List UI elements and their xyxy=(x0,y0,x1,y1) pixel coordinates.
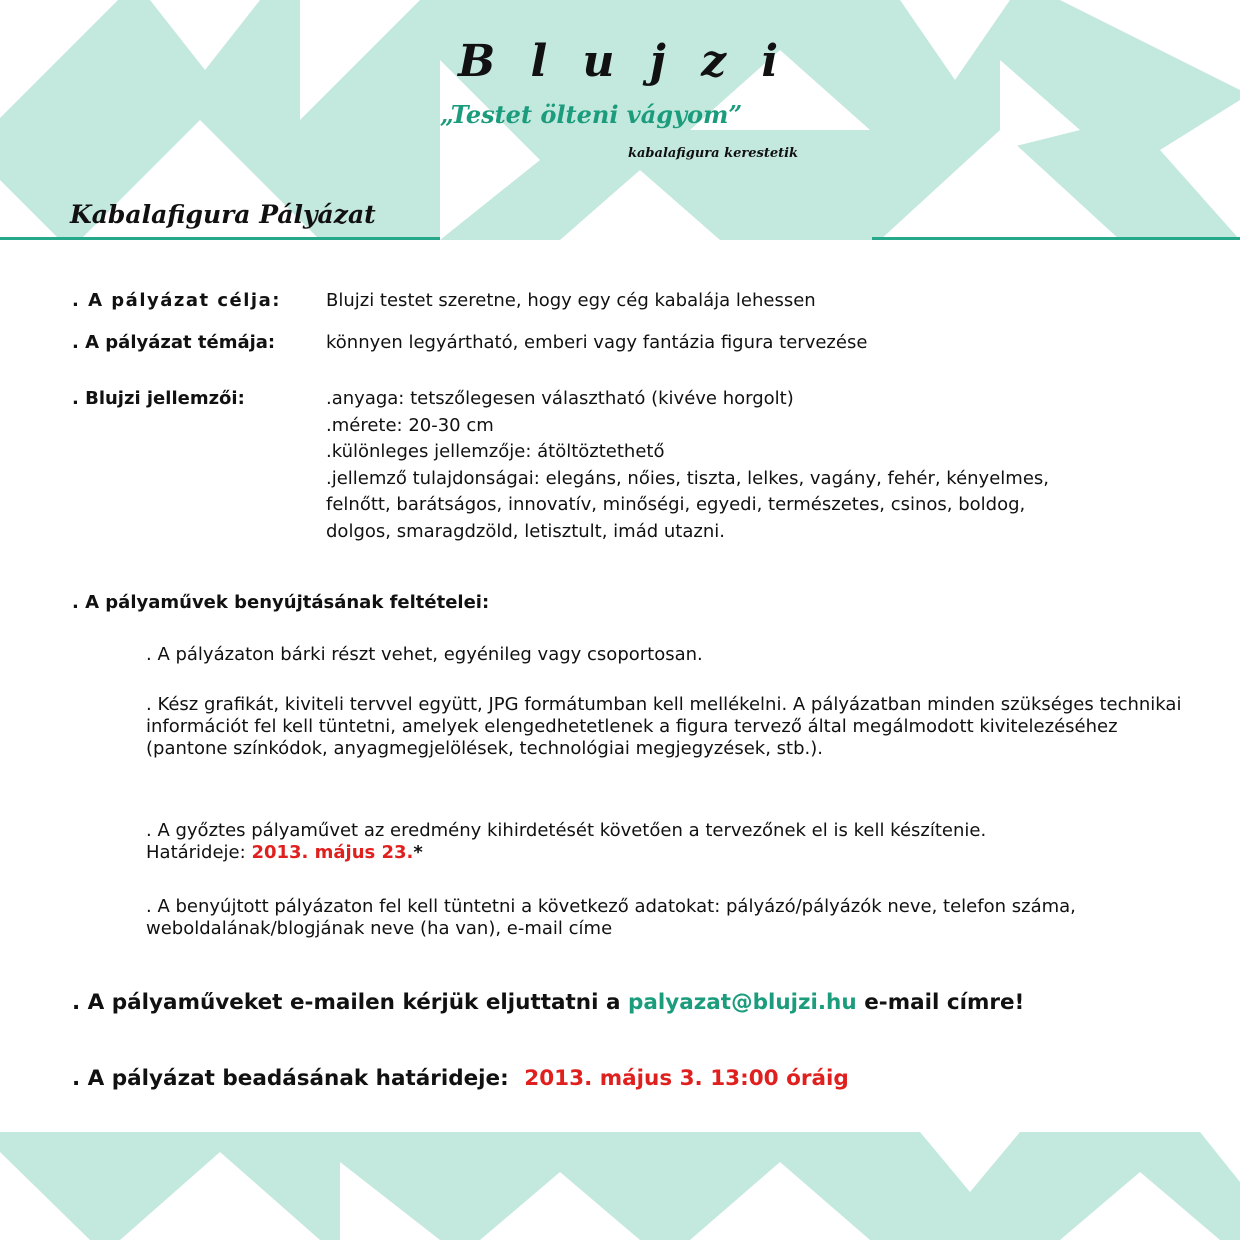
trait-line: felnőtt, barátságos, innovatív, minőségi, egyedi, természetes, csinos, boldog, xyxy=(326,494,1026,515)
deadline-value: 2013. május 3. 13:00 óráig xyxy=(524,1066,849,1091)
divider-right xyxy=(872,237,1240,240)
condition-deadline-prefix: Határideje: xyxy=(146,842,246,863)
section-title: Kabalafigura Pályázat xyxy=(70,200,376,229)
submission-suffix: e-mail címre! xyxy=(864,990,1025,1015)
brand-title: B l u j z i xyxy=(458,36,789,87)
goal-label: . A pályázat célja: xyxy=(72,290,281,311)
trait-line: .mérete: 20-30 cm xyxy=(326,414,494,436)
goal-value: Blujzi testet szeretne, hogy egy cég kabalája lehessen xyxy=(326,290,816,311)
theme-value: könnyen legyártható, emberi vagy fantázia figura tervezése xyxy=(326,332,868,353)
condition-deadline-date: 2013. május 23. xyxy=(251,842,414,863)
condition-paragraph-1: . A pályázaton bárki részt vehet, egyénileg vagy csoportosan. xyxy=(146,644,703,665)
bottom-pattern-background xyxy=(0,1132,1240,1240)
condition-paragraph-2: . Kész grafikát, kiviteli tervvel együtt, JPG formátumban kell mellékelni. A pályázatban minden szükséges technikai információt fel kell tüntetni, amelyek elengedhetetlenek a figura tervező által megálmodott kivitelezéséhez (pantone színkódok, anyagmegjelölések, technológiai megjegyzések, stb.). xyxy=(146,694,1182,759)
condition-paragraph-4: . A benyújtott pályázaton fel kell tüntetni a következő adatokat: pályázó/pályázók neve, telefon száma, weboldalának/blogjának neve (ha van), e-mail címe xyxy=(146,896,1076,939)
trait-line: dolgos, smaragdzöld, letisztult, imád utazni. xyxy=(326,520,725,542)
subtitle: kabalafigura kerestetik xyxy=(628,146,799,161)
theme-label: . A pályázat témája: xyxy=(72,332,276,353)
submission-prefix: . A pályaműveket e-mailen kérjük eljuttatni a xyxy=(72,990,621,1015)
deadline-line xyxy=(72,1066,849,1091)
traits-list xyxy=(326,386,1206,545)
trait-line: .anyaga: tetszőlegesen választható (kivéve horgolt) xyxy=(326,388,794,409)
divider-left xyxy=(0,237,440,240)
trait-line: .különleges jellemzője: átöltöztethető xyxy=(326,441,665,462)
condition-deadline-star: * xyxy=(413,842,423,863)
condition-paragraph-3 xyxy=(146,820,1186,864)
conditions-heading: . A pályaművek benyújtásának feltételei: xyxy=(72,592,490,613)
traits-label: . Blujzi jellemzői: xyxy=(72,388,245,409)
slogan: „Testet ölteni vágyom” xyxy=(440,100,743,129)
condition-deadline-line xyxy=(146,842,1186,864)
deadline-label: . A pályázat beadásának határideje: xyxy=(72,1066,509,1091)
submission-line xyxy=(72,990,1024,1015)
condition-paragraph-3-text: . A győztes pályaművet az eredmény kihirdetését követően a tervezőnek el is kell készítenie. xyxy=(146,820,987,841)
trait-line: .jellemző tulajdonságai: elegáns, nőies, tiszta, lelkes, vagány, fehér, kényelmes, xyxy=(326,467,1049,489)
submission-email-link[interactable]: palyazat@blujzi.hu xyxy=(627,990,857,1015)
